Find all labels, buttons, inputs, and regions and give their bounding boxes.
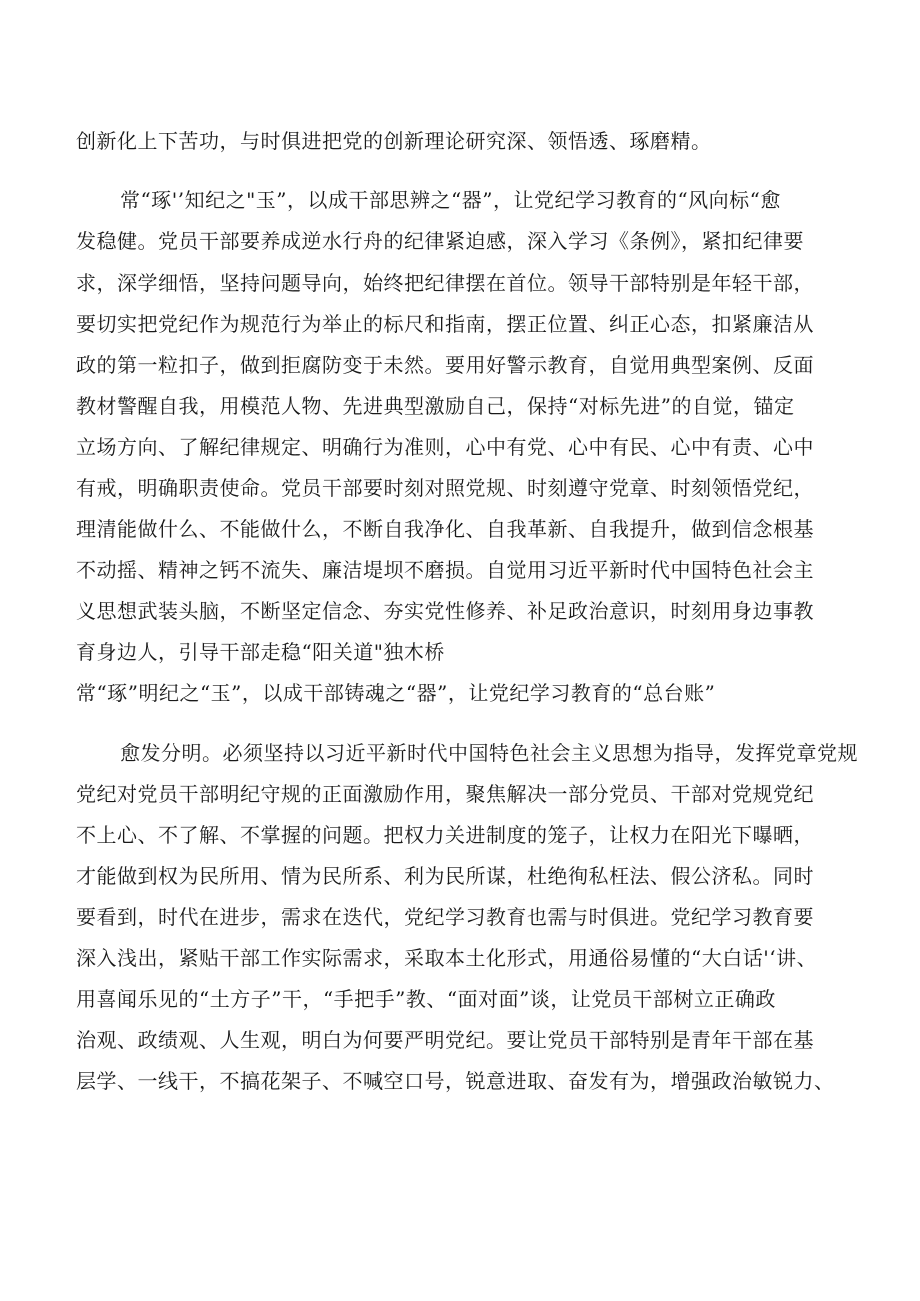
text-line: 深入浅出，紧贴干部工作实际需求，采取本土化形式，用通俗易懂的“大白话'‘讲、 [76, 946, 818, 970]
text-line: 用喜闻乐见的“土方子”干，“手把手”教、“面对面”谈，让党员干部树立正确政 [76, 987, 776, 1011]
text-line: 党纪对党员干部明纪守规的正面激励作用，聚焦解决一部分党员、干部对党规党纪 [76, 782, 814, 806]
text-line: 发稳健。党员干部要养成逆水行舟的纪律紧迫感，深入学习《条例》，紧扣纪律要 [76, 229, 804, 253]
text-line [76, 1144, 886, 1182]
text-line: 层学、一线干，不搞花架子、不喊空口号，锐意进取、奋发有为，增强政治敏锐力、 [76, 1069, 835, 1093]
text-line: 理清能做什么、不能做什么，不断自我净化、自我革新、自我提升，做到信念根基 [76, 517, 814, 541]
text-line: 常“琢”明纪之“玉”，以成干部铸魂之“器”，让党纪学习教育的“总台账” [76, 681, 716, 705]
text-line: 愈发分明。必须坚持以习近平新时代中国特色社会主义思想为指导，发挥党章党规 [120, 741, 858, 765]
text-line: 要切实把党纪作为规范行为举止的标尺和指南，摆正位置、纠正心态，扣紧廉洁从 [76, 312, 814, 336]
text-line: 求，深学细悟，坚持问题导向，始终把纪律摆在首位。领导干部特别是年轻干部， [76, 271, 814, 295]
text-line: 教材警醒自我，用模范人物、先进典型激励自己，保持“对标先进”的自觉，锚定 [76, 394, 795, 418]
text-line: 有戒，明确职责使命。党员干部要时刻对照党规、时刻遵守党章、时刻领悟党纪， [76, 476, 814, 500]
text-line: 义思想武装头脑，不断坚定信念、夯实党性修养、补足政治意识，时刻用身边事教 [76, 599, 814, 623]
text-line: 创新化上下苦功，与时俱进把党的创新理论研究深、领悟透、琢磨精。 [76, 129, 712, 153]
text-line: 要看到，时代在进步，需求在迭代，党纪学习教育也需与时俱进。党纪学习教育要 [76, 905, 814, 929]
text-line [76, 1103, 886, 1141]
text-line: 不上心、不了解、不掌握的问题。把权力关进制度的笼子，让权力在阳光下曝晒， [76, 823, 814, 847]
text-line: 常“琢'’知纪之"玉”，以成干部思辨之“器”，让党纪学习教育的“风向标“愈 [120, 188, 781, 212]
text-line: 不动摇、精神之钙不流失、廉洁堤坝不磨损。自觉用习近平新时代中国特色社会主 [76, 558, 814, 582]
text-line: 政的第一粒扣子，做到拒腐防变于未然。要用好警示教育，自觉用典型案例、反面 [76, 353, 814, 377]
text-line: 才能做到权为民所用、情为民所系、利为民所谋，杜绝徇私枉法、假公济私。同时 [76, 864, 814, 888]
text-line: 治观、政绩观、人生观，明白为何要严明党纪。要让党员干部特别是青年干部在基 [76, 1028, 814, 1052]
text-line: 育身边人，引导干部走稳“阳关道"独木桥 [76, 640, 445, 664]
text-line: 立场方向、了解纪律规定、明确行为准则，心中有党、心中有民、心中有责、心中 [76, 435, 814, 459]
